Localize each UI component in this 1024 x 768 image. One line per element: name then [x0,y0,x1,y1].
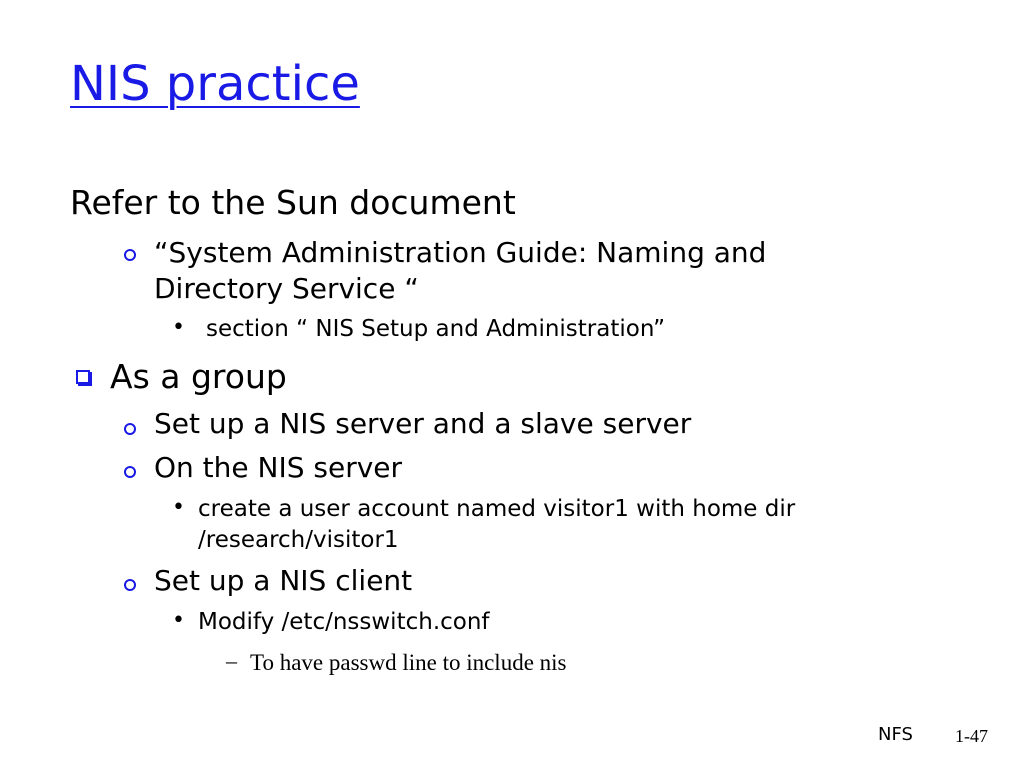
item-create-account-line-2: /research/visitor1 [198,527,399,553]
circle-bullet-icon [124,466,136,478]
doc-title-line-2: Directory Service “ [154,272,419,305]
item-create-account-line-1: create a user account named visitor1 with home dir [198,496,796,522]
footer-page-number: 1-47 [955,726,988,746]
circle-bullet-icon [124,249,136,261]
dash-bullet-icon: – [226,648,237,673]
item-passwd-line: To have passwd line to include nis [250,650,567,675]
circle-bullet-icon [124,579,136,591]
square-bullet-icon [76,370,90,384]
dot-bullet-icon: • [172,315,185,340]
item-modify-nsswitch: Modify /etc/nsswitch.conf [198,609,490,635]
item-on-server: On the NIS server [154,451,403,484]
group-heading: As a group [110,357,287,396]
doc-title-line-1: “System Administration Guide: Naming and [154,236,767,269]
circle-bullet-icon [124,423,136,435]
footer-section-label: NFS [878,724,913,745]
dot-bullet-icon: • [172,495,185,520]
dot-bullet-icon: • [172,608,185,633]
item-setup-client: Set up a NIS client [154,564,413,597]
doc-section-text: section “ NIS Setup and Administration” [206,316,666,342]
item-setup-servers: Set up a NIS server and a slave server [154,407,692,440]
intro-text: Refer to the Sun document [70,183,516,222]
slide-title: NIS practice [70,56,360,112]
